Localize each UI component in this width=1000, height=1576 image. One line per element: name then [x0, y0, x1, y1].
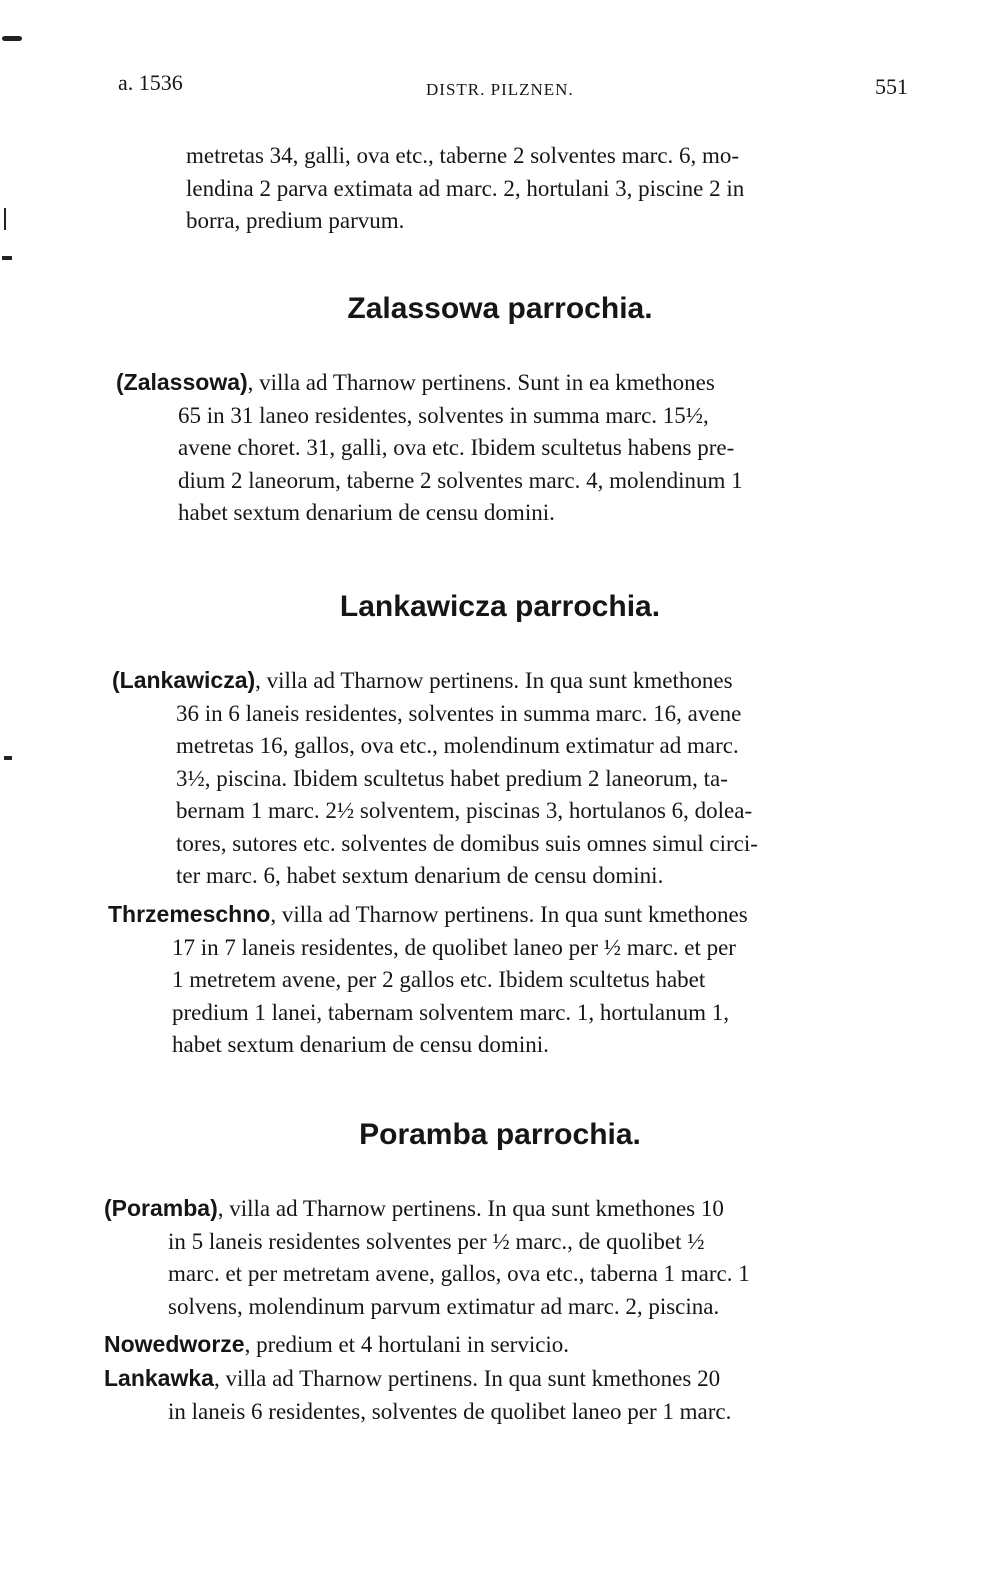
- text-line: 17 in 7 laneis residentes, de quolibet laneo per ½ marc. et per: [172, 934, 736, 960]
- scan-mark: [4, 208, 6, 230]
- text-line: ter marc. 6, habet sextum denarium de censu domini.: [176, 863, 664, 888]
- text-line: in laneis 6 residentes, solventes de quolibet laneo per 1 marc.: [168, 1398, 732, 1424]
- entry-lankawka: [104, 1362, 892, 1428]
- entry-lead: Lankawka: [104, 1365, 214, 1391]
- text-line: borra, predium parvum.: [186, 208, 405, 233]
- section-heading-zalassowa: Zalassowa parrochia.: [347, 292, 653, 325]
- text-line: habet sextum denarium de censu domini.: [178, 500, 555, 525]
- continuation-paragraph: [186, 140, 906, 238]
- entry-lead: (Zalassowa): [116, 369, 248, 395]
- entry-lead: (Poramba): [104, 1195, 218, 1221]
- scan-mark: [4, 756, 12, 760]
- entry-first-line: Nowedworze, predium et 4 hortulani in servicio.: [104, 1331, 570, 1357]
- text-line: 65 in 31 laneo residentes, solventes in summa marc. 15½,: [178, 402, 709, 428]
- text-line: solvens, molendinum parvum extimatur ad marc. 2, piscina.: [168, 1293, 720, 1319]
- text-line: 3½, piscina. Ibidem scultetus habet predium 2 laneorum, ta-: [176, 765, 728, 791]
- text-line: predium 1 lanei, tabernam solventem marc. 1, hortulanum 1,: [172, 999, 729, 1025]
- entry-first-line: Thrzemeschno, villa ad Tharnow pertinens. In qua sunt kmethones: [108, 901, 748, 927]
- entry-first-line: (Zalassowa), villa ad Tharnow pertinens. Sunt in ea kmethones: [116, 369, 715, 395]
- entry-zalassowa: [116, 366, 906, 530]
- section-heading-poramba: Poramba parrochia.: [359, 1118, 641, 1151]
- entry-first-line: (Lankawicza), villa ad Tharnow pertinens. In qua sunt kmethones: [112, 667, 733, 693]
- entry-nowedworze: [104, 1328, 892, 1362]
- entry-first-line: Lankawka, villa ad Tharnow pertinens. In qua sunt kmethones 20: [104, 1365, 721, 1391]
- entry-lead: Thrzemeschno: [108, 901, 271, 927]
- text-line: in 5 laneis residentes solventes per ½ marc., de quolibet ½: [168, 1228, 705, 1254]
- text-line: avene choret. 31, galli, ova etc. Ibidem scultetus habens pre-: [178, 435, 735, 460]
- entry-first-line: (Poramba), villa ad Tharnow pertinens. In qua sunt kmethones 10: [104, 1195, 724, 1221]
- text-line: habet sextum denarium de censu domini.: [172, 1032, 549, 1057]
- entry-lankawicza: [112, 664, 906, 893]
- entry-lead: (Lankawicza): [112, 667, 256, 693]
- entry-poramba: [104, 1192, 892, 1323]
- text-line: bernam 1 marc. 2½ solventem, piscinas 3, hortulanos 6, dolea-: [176, 798, 753, 823]
- scan-mark: [2, 36, 22, 41]
- text-line: metretas 16, gallos, ova etc., molendinum extimatur ad marc.: [176, 733, 739, 758]
- year-label: a. 1536: [118, 70, 183, 95]
- text-line: 1 metretem avene, per 2 gallos etc. Ibidem scultetus habet: [172, 967, 706, 992]
- text-line: tores, sutores etc. solventes de domibus suis omnes simul circi-: [176, 830, 758, 856]
- scan-mark: [2, 256, 12, 260]
- entry-lead: Nowedworze: [104, 1331, 245, 1357]
- section-heading-lankawicza: Lankawicza parrochia.: [339, 590, 661, 623]
- text-line: 36 in 6 laneis residentes, solventes in summa marc. 16, avene: [176, 700, 742, 726]
- text-line: marc. et per metretam avene, gallos, ova etc., taberna 1 marc. 1: [168, 1261, 750, 1286]
- entry-thrzemeschno: [108, 898, 906, 1062]
- text-line: metretas 34, galli, ova etc., taberne 2 solventes marc. 6, mo-: [186, 143, 740, 168]
- page-number: 551: [875, 74, 908, 99]
- text-line: lendina 2 parva extimata ad marc. 2, hortulani 3, piscine 2 in: [186, 175, 745, 201]
- text-line: dium 2 laneorum, taberne 2 solventes marc. 4, molendinum 1: [178, 467, 743, 493]
- district-title: DISTR. PILZNEN.: [426, 80, 574, 99]
- running-head: [118, 70, 908, 100]
